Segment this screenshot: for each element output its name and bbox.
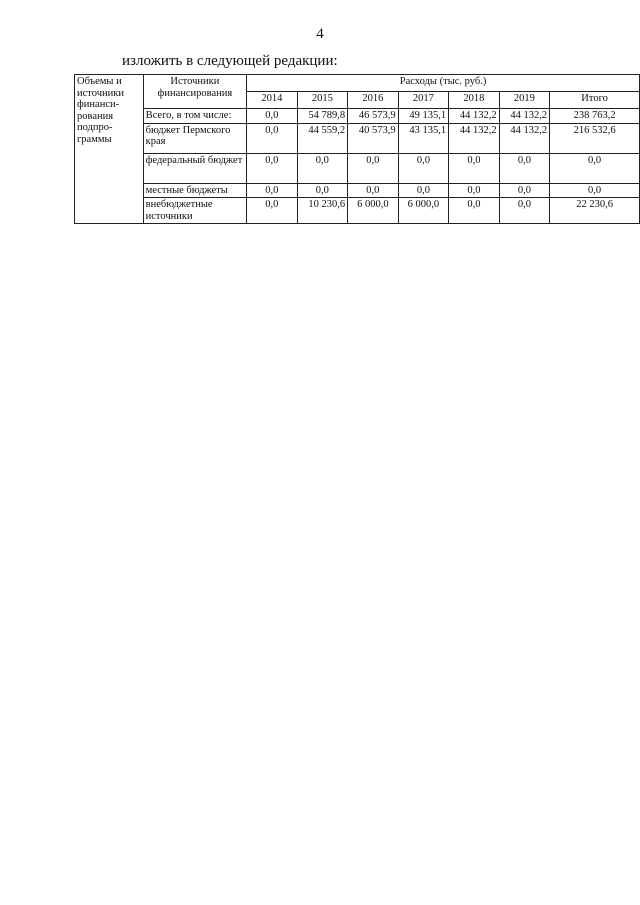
table-row bbox=[75, 109, 640, 124]
value-cell: 43 135,1 bbox=[398, 123, 449, 153]
table-row bbox=[75, 198, 640, 224]
total-cell: 216 532,6 bbox=[550, 123, 640, 153]
expenses-header: Расходы (тыс. руб.) bbox=[247, 75, 640, 92]
value-cell: 0,0 bbox=[297, 183, 348, 198]
table-row bbox=[75, 183, 640, 198]
financing-table bbox=[74, 74, 640, 224]
source-label: местные бюджеты bbox=[143, 183, 246, 198]
source-label: Всего, в том числе: bbox=[143, 109, 246, 124]
source-label: внебюджетные источники bbox=[143, 198, 246, 224]
value-cell: 10 230,6 bbox=[297, 198, 348, 224]
value-cell: 0,0 bbox=[449, 198, 500, 224]
intro-text: изложить в следующей редакции: bbox=[122, 53, 338, 69]
value-cell: 0,0 bbox=[499, 183, 550, 198]
page-number: 4 bbox=[316, 26, 324, 42]
value-cell: 0,0 bbox=[348, 153, 399, 183]
value-cell: 0,0 bbox=[499, 153, 550, 183]
value-cell: 0,0 bbox=[247, 123, 297, 153]
total-cell: 0,0 bbox=[550, 153, 640, 183]
value-cell: 54 789,8 bbox=[297, 109, 348, 124]
value-cell: 6 000,0 bbox=[398, 198, 449, 224]
total-cell: 0,0 bbox=[550, 183, 640, 198]
value-cell: 0,0 bbox=[398, 153, 449, 183]
value-cell: 0,0 bbox=[297, 153, 348, 183]
total-cell: 22 230,6 bbox=[550, 198, 640, 224]
year-header: 2016 bbox=[348, 92, 399, 109]
value-cell: 0,0 bbox=[348, 183, 399, 198]
source-label: федеральный бюджет bbox=[143, 153, 246, 183]
sources-header: Источники финансирования bbox=[143, 75, 246, 109]
value-cell: 0,0 bbox=[449, 183, 500, 198]
value-cell: 0,0 bbox=[247, 109, 297, 124]
total-header: Итого bbox=[550, 92, 640, 109]
year-header: 2018 bbox=[449, 92, 500, 109]
value-cell: 46 573,9 bbox=[348, 109, 399, 124]
value-cell: 0,0 bbox=[247, 198, 297, 224]
value-cell: 44 132,2 bbox=[499, 109, 550, 124]
value-cell: 0,0 bbox=[449, 153, 500, 183]
value-cell: 0,0 bbox=[499, 198, 550, 224]
total-cell: 238 763,2 bbox=[550, 109, 640, 124]
source-label: бюджет Пермского края bbox=[143, 123, 246, 153]
table-row bbox=[75, 123, 640, 153]
year-header: 2017 bbox=[398, 92, 449, 109]
value-cell: 0,0 bbox=[398, 183, 449, 198]
value-cell: 0,0 bbox=[247, 183, 297, 198]
value-cell: 44 132,2 bbox=[499, 123, 550, 153]
value-cell: 40 573,9 bbox=[348, 123, 399, 153]
value-cell: 44 132,2 bbox=[449, 109, 500, 124]
year-header: 2015 bbox=[297, 92, 348, 109]
value-cell: 49 135,1 bbox=[398, 109, 449, 124]
table-row bbox=[75, 153, 640, 183]
row-header-cell: Объемы и источники финанси-рования подпро-граммы bbox=[75, 75, 144, 224]
value-cell: 0,0 bbox=[247, 153, 297, 183]
value-cell: 6 000,0 bbox=[348, 198, 399, 224]
value-cell: 44 559,2 bbox=[297, 123, 348, 153]
year-header: 2014 bbox=[247, 92, 297, 109]
year-header: 2019 bbox=[499, 92, 550, 109]
value-cell: 44 132,2 bbox=[449, 123, 500, 153]
